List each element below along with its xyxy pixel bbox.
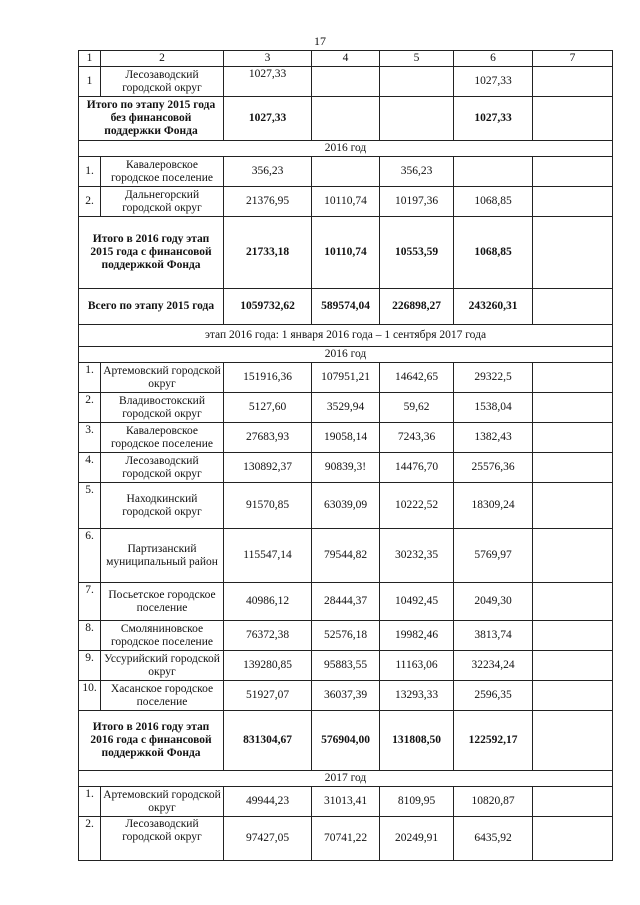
local-share: 10820,87 [454,787,533,817]
row-number: 6. [79,529,101,583]
local-share: 243260,31 [454,289,533,325]
municipality-name: Артемовский городской округ [101,363,224,393]
total-cost: 97427,05 [224,817,312,861]
municipality-name: Артемовский городской округ [101,787,224,817]
total-cost: 115547,14 [224,529,312,583]
extra-cell [533,423,613,453]
fund-share: 576904,00 [312,711,380,771]
table-row [79,583,613,621]
extra-cell [533,711,613,771]
table-row [79,817,613,861]
total-cost: 1059732,62 [224,289,312,325]
local-share: 2049,30 [454,583,533,621]
local-share: 32234,24 [454,651,533,681]
fund-share: 52576,18 [312,621,380,651]
fund-share: 70741,22 [312,817,380,861]
municipality-name: Дальнегорский городской округ [101,187,224,217]
section-title: 2016 год [79,141,613,157]
total-cost: 91570,85 [224,483,312,529]
fund-share: 10110,74 [312,217,380,289]
table-row [79,621,613,651]
extra-cell [533,817,613,861]
subtotal-label: Итого по этапу 2015 года без финансовой поддержки Фонда [79,97,224,141]
header-cell: 5 [380,51,454,67]
extra-cell [533,217,613,289]
regional-share: 59,62 [380,393,454,423]
subtotal-row [79,217,613,289]
local-share: 18309,24 [454,483,533,529]
header-cell: 2 [101,51,224,67]
local-share: 6435,92 [454,817,533,861]
total-cost: 76372,38 [224,621,312,651]
section-row [79,325,613,347]
fund-share: 95883,55 [312,651,380,681]
total-cost: 21733,18 [224,217,312,289]
extra-cell [533,393,613,423]
extra-cell [533,483,613,529]
fund-share: 31013,41 [312,787,380,817]
extra-cell [533,97,613,141]
table-row [79,393,613,423]
subtotal-row [79,711,613,771]
regional-share: 10197,36 [380,187,454,217]
local-share: 5769,97 [454,529,533,583]
table-row [79,187,613,217]
header-cell: 1 [79,51,101,67]
table-row [79,423,613,453]
extra-cell [533,583,613,621]
regional-share: 10553,59 [380,217,454,289]
local-share: 2596,35 [454,681,533,711]
municipality-name: Владивостокский городской округ [101,393,224,423]
total-cost: 356,23 [224,157,312,187]
municipality-name: Хасанское городское поселение [101,681,224,711]
regional-share: 19982,46 [380,621,454,651]
extra-cell [533,651,613,681]
municipality-name: Посьетское городское поселение [101,583,224,621]
extra-cell [533,363,613,393]
header-cell: 6 [454,51,533,67]
fund-share [312,157,380,187]
municipality-name: Лесозаводский городской округ [101,817,224,861]
local-share [454,157,533,187]
fund-share: 107951,21 [312,363,380,393]
municipality-name: Лесозаводский городской округ [101,67,224,97]
regional-share: 10492,45 [380,583,454,621]
extra-cell [533,681,613,711]
regional-share: 8109,95 [380,787,454,817]
total-cost: 1027,33 [224,97,312,141]
local-share: 122592,17 [454,711,533,771]
header-cell: 4 [312,51,380,67]
fund-share: 589574,04 [312,289,380,325]
row-number: 7. [79,583,101,621]
local-share: 1027,33 [454,97,533,141]
fund-share: 19058,14 [312,423,380,453]
subtotal-row [79,97,613,141]
total-cost: 51927,07 [224,681,312,711]
extra-cell [533,453,613,483]
funding-table [78,50,613,861]
total-cost: 130892,37 [224,453,312,483]
row-number: 2. [79,393,101,423]
total-cost: 139280,85 [224,651,312,681]
table-header-row [79,51,613,67]
fund-share: 3529,94 [312,393,380,423]
table-row [79,651,613,681]
local-share: 1068,85 [454,187,533,217]
extra-cell [533,157,613,187]
row-number: 2. [79,187,101,217]
regional-share: 10222,52 [380,483,454,529]
extra-cell [533,289,613,325]
local-share: 25576,36 [454,453,533,483]
regional-share: 14642,65 [380,363,454,393]
section-row [79,141,613,157]
table-row [79,483,613,529]
table-row [79,529,613,583]
table-row [79,67,613,97]
total-cost: 40986,12 [224,583,312,621]
row-number: 1. [79,157,101,187]
header-cell: 3 [224,51,312,67]
municipality-name: Лесозаводский городской округ [101,453,224,483]
regional-share: 226898,27 [380,289,454,325]
regional-share: 356,23 [380,157,454,187]
row-number: 10. [79,681,101,711]
regional-share: 13293,33 [380,681,454,711]
row-number: 3. [79,423,101,453]
municipality-name: Кавалеровское городское поселение [101,157,224,187]
row-number: 1. [79,363,101,393]
fund-share: 79544,82 [312,529,380,583]
total-row [79,289,613,325]
page-number: 17 [314,34,326,48]
local-share: 1382,43 [454,423,533,453]
municipality-name: Партизанский муниципальный район [101,529,224,583]
municipality-name: Кавалеровское городское поселение [101,423,224,453]
fund-share [312,67,380,97]
section-title: 2017 год [79,771,613,787]
table-row [79,157,613,187]
section-row [79,771,613,787]
regional-share: 30232,35 [380,529,454,583]
regional-share [380,97,454,141]
fund-share: 36037,39 [312,681,380,711]
row-number: 4. [79,453,101,483]
row-number: 1. [79,787,101,817]
regional-share: 14476,70 [380,453,454,483]
stage-title: этап 2016 года: 1 января 2016 года – 1 сентября 2017 года [79,325,613,347]
regional-share [380,67,454,97]
total-cost: 21376,95 [224,187,312,217]
total-cost: 49944,23 [224,787,312,817]
total-label: Всего по этапу 2015 года [79,289,224,325]
header-cell: 7 [533,51,613,67]
table-row [79,363,613,393]
row-number: 9. [79,651,101,681]
extra-cell [533,529,613,583]
regional-share: 11163,06 [380,651,454,681]
total-cost: 151916,36 [224,363,312,393]
table-row [79,453,613,483]
regional-share: 20249,91 [380,817,454,861]
total-cost: 27683,93 [224,423,312,453]
subtotal-label: Итого в 2016 году этап 2015 года с финансовой поддержкой Фонда [79,217,224,289]
regional-share: 7243,36 [380,423,454,453]
municipality-name: Находкинский городской округ [101,483,224,529]
row-number: 8. [79,621,101,651]
section-row [79,347,613,363]
table-row [79,787,613,817]
fund-share: 63039,09 [312,483,380,529]
subtotal-label: Итого в 2016 году этап 2016 года с финансовой поддержкой Фонда [79,711,224,771]
regional-share: 131808,50 [380,711,454,771]
section-title: 2016 год [79,347,613,363]
total-cost: 5127,60 [224,393,312,423]
local-share: 3813,74 [454,621,533,651]
local-share: 1068,85 [454,217,533,289]
extra-cell [533,187,613,217]
municipality-name: Смоляниновское городское поселение [101,621,224,651]
row-number: 1 [79,67,101,97]
extra-cell [533,621,613,651]
fund-share: 10110,74 [312,187,380,217]
local-share: 1027,33 [454,67,533,97]
row-number: 2. [79,817,101,861]
total-cost: 1027,33 [224,67,312,97]
row-number: 5. [79,483,101,529]
total-cost: 831304,67 [224,711,312,771]
fund-share: 90839,3! [312,453,380,483]
local-share: 29322,5 [454,363,533,393]
local-share: 1538,04 [454,393,533,423]
table-row [79,681,613,711]
municipality-name: Уссурийский городской округ [101,651,224,681]
fund-share: 28444,37 [312,583,380,621]
extra-cell [533,787,613,817]
extra-cell [533,67,613,97]
fund-share [312,97,380,141]
